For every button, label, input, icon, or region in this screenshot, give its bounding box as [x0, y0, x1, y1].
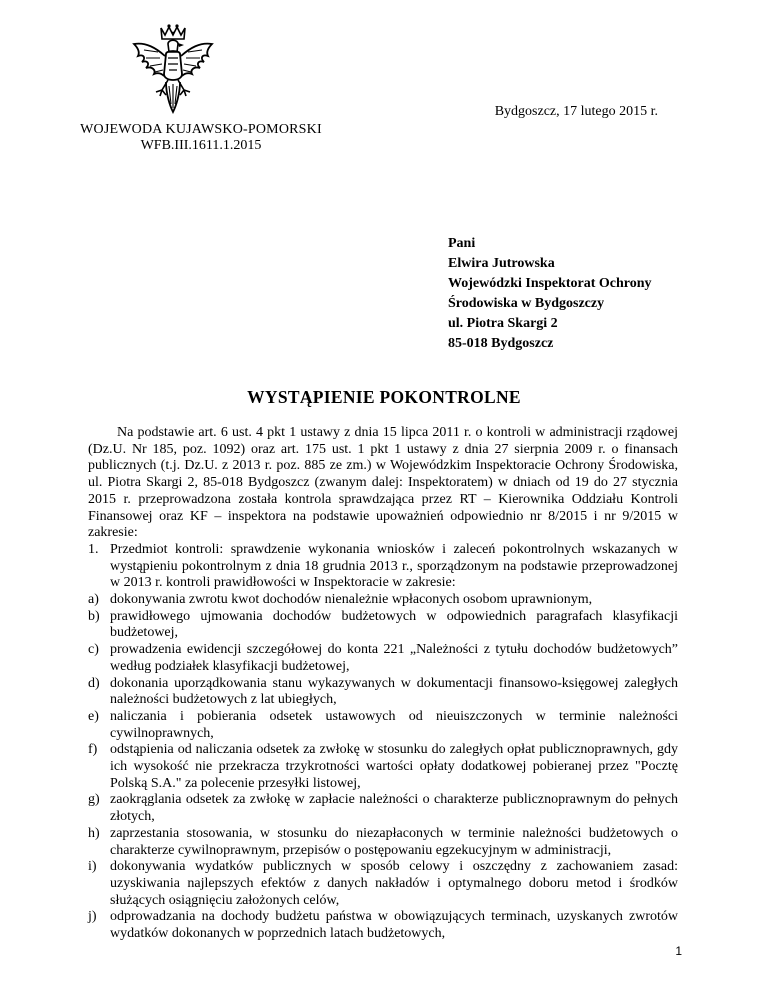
list-marker: a)	[88, 592, 99, 608]
document-date: Bydgoszcz, 17 lutego 2015 r.	[494, 104, 658, 119]
list-marker: 1.	[88, 541, 99, 557]
document-title: WYSTĄPIENIE POKONTROLNE	[247, 387, 521, 407]
list-item	[88, 609, 678, 642]
issuer-name: WOJEWODA KUJAWSKO-POMORSKI	[80, 122, 322, 137]
list-marker: i)	[88, 859, 97, 875]
issuer-block	[56, 122, 346, 154]
reference-number: WFB.III.1611.1.2015	[140, 138, 262, 153]
document-body	[88, 425, 678, 943]
list-item	[88, 676, 678, 709]
recipient-name: Elwira Jutrowska	[448, 256, 555, 271]
eagle-emblem-icon	[128, 22, 218, 114]
list-item-text: dokonywania zwrotu kwot dochodów nienależnie wpłaconych osobom uprawnionym,	[110, 592, 593, 608]
list-marker: h)	[88, 825, 100, 841]
list-item	[88, 592, 678, 609]
list-item-text: odprowadzania na dochody budżetu państwa w obowiązujących terminach, uzyskanych zwrotów wydatków dokonanych w poprzednich latach budżetowych,	[110, 909, 678, 942]
list-item-text: Przedmiot kontroli: sprawdzenie wykonania wniosków i zaleceń pokontrolnych wskazanych w wystąpieniu pokontrolnym z dnia 18 grudnia 2013 r., sporządzonym na podstawie przeprowadzonej w 2013 r. kontroli prawidłowości w Inspektoracie w zakresie:	[110, 541, 678, 591]
list-marker: d)	[88, 675, 100, 691]
recipient-salutation: Pani	[448, 236, 476, 251]
list-item	[88, 742, 678, 792]
recipient-address	[448, 234, 652, 354]
list-item	[88, 792, 678, 825]
recipient-postal-city: 85-018 Bydgoszcz	[448, 336, 554, 351]
recipient-street: ul. Piotra Skargi 2	[448, 316, 558, 331]
list-item	[88, 859, 678, 909]
list-marker: f)	[88, 742, 98, 758]
page-number: 1	[675, 944, 682, 958]
recipient-institution-line1: Wojewódzki Inspektorat Ochrony	[448, 276, 652, 291]
intro-paragraph: Na podstawie art. 6 ust. 4 pkt 1 ustawy z dnia 15 lipca 2011 r. o kontroli w administracji rządowej (Dz.U. Nr 185, poz. 1092) oraz art. 175 ust. 1 pkt 1 ustawy z dnia 27 sierpnia 2009 r. o finansach publicznych (t.j. Dz.U. z 2013 r. poz. 885 ze zm.) w Wojewódzkim Inspektoracie Ochrony Środowiska, ul. Piotra Skargi 2, 85-018 Bydgoszcz (zwanym dalej: Inspektoratem) w dniach od 19 do 27 stycznia 2015 r. przeprowadzona została kontrola sprawdzająca przez RT – Kierownika Oddziału Kontroli Finansowej oraz KF – inspektora na podstawie upoważnień odpowiednio nr 8/2015 i nr 9/2015 w zakresie:	[88, 425, 678, 541]
list-item	[88, 642, 678, 675]
list-marker: c)	[88, 642, 99, 658]
list-marker: b)	[88, 608, 100, 624]
list-item-1	[88, 542, 678, 592]
sub-list	[88, 592, 678, 943]
list-item-text: zaprzestania stosowania, w stosunku do niezapłaconych w terminie należności budżetowych o charakterze cywilnoprawnym, przepisów o postępowaniu egzekucyjnym w administracji,	[110, 825, 678, 858]
list-item	[88, 826, 678, 859]
list-marker: j)	[88, 909, 97, 925]
list-item-text: prawidłowego ujmowania dochodów budżetowych w odpowiednich paragrafach klasyfikacji budżetowej,	[110, 608, 678, 641]
recipient-institution-line2: Środowiska w Bydgoszczy	[448, 296, 605, 311]
list-item-text: zaokrąglania odsetek za zwłokę w zapłacie należności o charakterze publicznoprawnym do pełnych złotych,	[110, 792, 678, 825]
list-item-text: prowadzenia ewidencji szczegółowej do konta 221 „Należności z tytułu dochodów budżetowych” według podziałek klasyfikacji budżetowej,	[110, 642, 678, 674]
list-item-text: dokonania uporządkowania stanu wykazywanych w dokumentacji finansowo-księgowej zaległych należności budżetowych z lat ubiegłych,	[110, 675, 678, 708]
list-item	[88, 909, 678, 942]
list-marker: e)	[88, 708, 99, 724]
list-item-text: dokonywania wydatków publicznych w sposób celowy i oszczędny z zachowaniem zasad: uzyskiwania najlepszych efektów z danych nakładów i optymalnego doboru metod i środków służących osiągnięciu założonych celów,	[110, 859, 678, 908]
list-item	[88, 709, 678, 742]
list-item-text: odstąpienia od naliczania odsetek za zwłokę w stosunku do zaległych opłat publicznoprawnych, gdy ich wysokość nie przekracza trzykrotności wartości opłaty dodatkowej pobieranej przez "Pocztę Polską S.A." za polecenie przesyłki listowej,	[110, 742, 678, 791]
list-item-text: naliczania i pobierania odsetek ustawowych od nieuiszczonych w terminie należności cywilnoprawnych,	[110, 708, 678, 741]
list-marker: g)	[88, 792, 100, 808]
